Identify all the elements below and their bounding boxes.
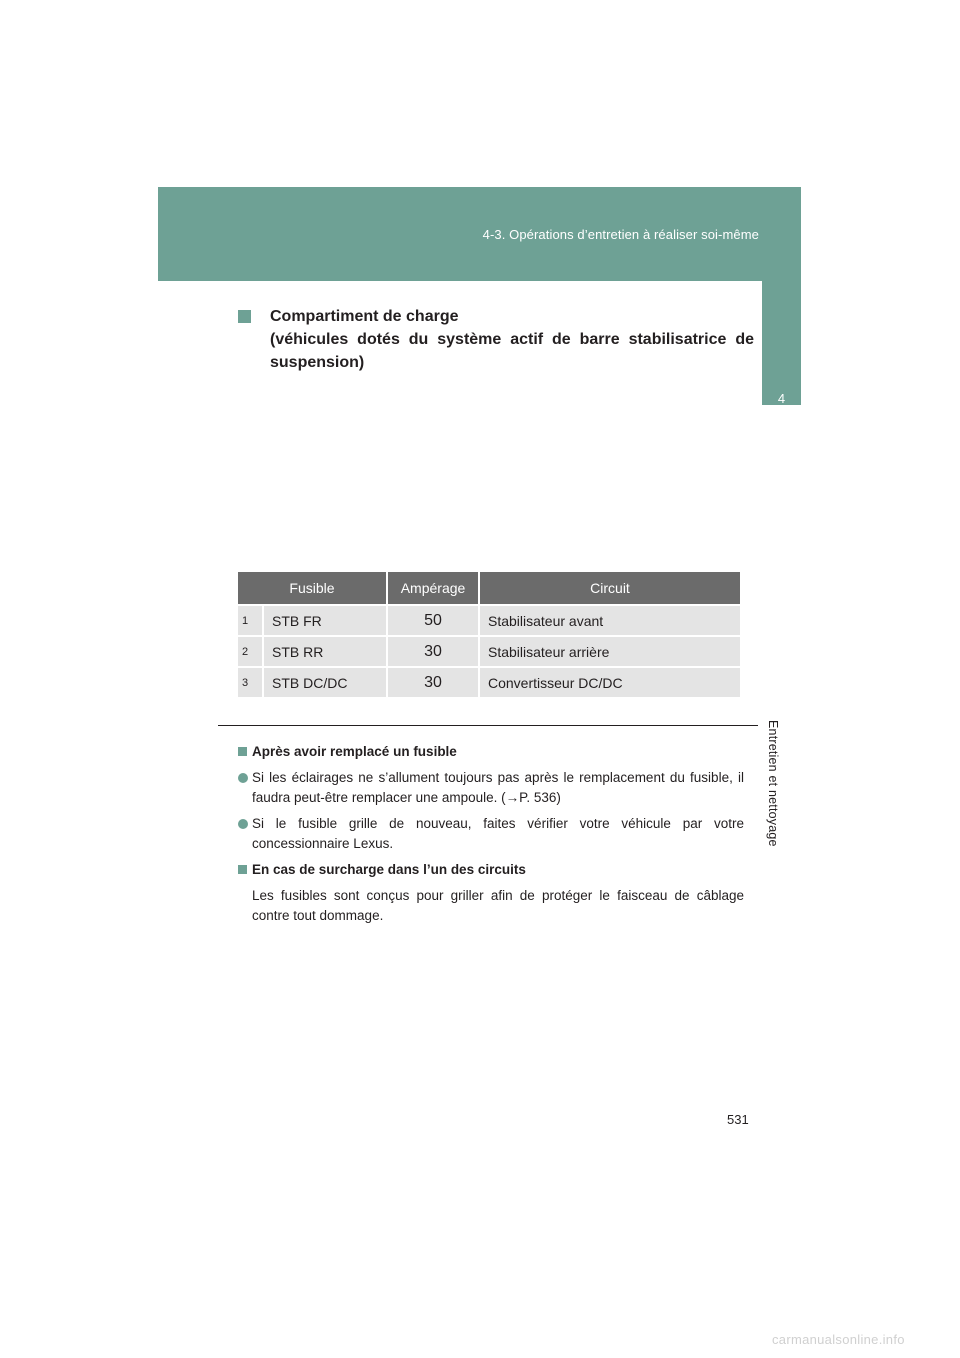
side-tab-panel [762, 281, 801, 405]
table-row [238, 606, 740, 635]
chapter-header-band [158, 187, 801, 281]
chapter-title: 4-3. Opérations d’entretien à réaliser soi-même [482, 227, 759, 242]
note-heading-text: En cas de surcharge dans l’un des circuits [252, 862, 526, 877]
header-amperage: Ampérage [388, 572, 480, 604]
fuse-circuit: Stabilisateur avant [480, 606, 740, 635]
fuse-circuit: Convertisseur DC/DC [480, 668, 740, 697]
square-bullet-icon [238, 865, 247, 874]
note-heading-text: Après avoir remplacé un fusible [252, 744, 457, 759]
side-tab-number: 4 [777, 391, 786, 406]
header-fuse: Fusible [238, 572, 388, 604]
section-title-line-3: suspension) [270, 354, 365, 371]
section-title-line-2: (véhicules dotés du système actif de barre stabilisatrice de [270, 331, 754, 348]
fuse-number: 2 [238, 637, 264, 666]
fuse-amperage: 30 [388, 668, 480, 697]
round-bullet-icon [238, 819, 248, 829]
fuse-amperage: 30 [388, 637, 480, 666]
fuse-number: 3 [238, 668, 264, 697]
notes-block [238, 742, 744, 932]
square-bullet-icon [238, 747, 247, 756]
note-heading-after-replacing [238, 742, 744, 762]
fuse-number: 1 [238, 606, 264, 635]
page-number: 531 [727, 1112, 749, 1127]
note-body-overload: Les fusibles sont conçus pour griller afin de protéger le faisceau de câblage contre tout dommage. [252, 888, 744, 923]
table-row [238, 637, 740, 666]
section-title-line-1: Compartiment de charge [270, 308, 459, 325]
fuse-name: STB FR [264, 606, 388, 635]
note-bullet-blows-again [238, 814, 744, 854]
watermark: carmanualsonline.info [772, 1332, 905, 1347]
fuse-name: STB DC/DC [264, 668, 388, 697]
table-row [238, 668, 740, 697]
side-tab-label: Entretien et nettoyage [766, 720, 780, 847]
fuse-table-header-row [238, 572, 740, 604]
header-circuit: Circuit [480, 572, 740, 604]
fuse-circuit: Stabilisateur arrière [480, 637, 740, 666]
round-bullet-icon [238, 773, 248, 783]
note-heading-overload [238, 860, 744, 880]
section-divider [218, 725, 758, 726]
fuse-amperage: 50 [388, 606, 480, 635]
note-bullet-text: Si les éclairages ne s’allument toujours pas après le remplacement du fusible, il faudra peut-être remplacer une ampoule. (→P. 536) [252, 770, 744, 805]
section-title [242, 305, 754, 374]
note-bullet-text: Si le fusible grille de nouveau, faites vérifier votre véhicule par votre concessionnaire Lexus. [252, 816, 744, 851]
fuse-name: STB RR [264, 637, 388, 666]
fuse-table [238, 570, 740, 699]
square-bullet-icon [238, 310, 251, 323]
note-bullet-lights [238, 768, 744, 808]
